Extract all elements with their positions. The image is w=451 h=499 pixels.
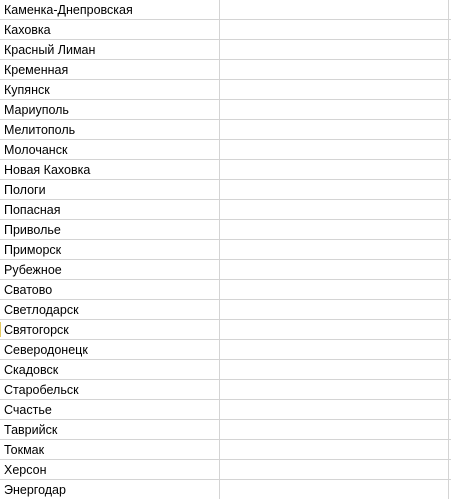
cell-empty[interactable] (220, 260, 449, 279)
cell-city-name[interactable]: Светлодарск (0, 300, 220, 319)
cell-city-name[interactable]: Токмак (0, 440, 220, 459)
cell-city-name[interactable]: Приморск (0, 240, 220, 259)
table-row (0, 20, 451, 40)
cell-city-name[interactable]: Мариуполь (0, 100, 220, 119)
table-row (0, 300, 451, 320)
table-row (0, 420, 451, 440)
cell-empty[interactable] (220, 40, 449, 59)
cell-city-name[interactable]: Таврийск (0, 420, 220, 439)
cell-city-name[interactable]: Молочанск (0, 140, 220, 159)
table-row (0, 0, 451, 20)
table-row (0, 40, 451, 60)
cell-empty[interactable] (220, 160, 449, 179)
cell-empty[interactable] (220, 20, 449, 39)
cell-empty[interactable] (220, 320, 449, 339)
table-row (0, 180, 451, 200)
cell-city-name[interactable]: Энергодар (0, 480, 220, 499)
table-row (0, 440, 451, 460)
cell-empty[interactable] (220, 280, 449, 299)
table-row (0, 220, 451, 240)
cell-city-name[interactable]: Рубежное (0, 260, 220, 279)
cell-empty[interactable] (220, 420, 449, 439)
cell-empty[interactable] (220, 180, 449, 199)
table-row (0, 380, 451, 400)
cell-city-name[interactable]: Попасная (0, 200, 220, 219)
table-row (0, 360, 451, 380)
cell-empty[interactable] (220, 100, 449, 119)
cell-city-name[interactable]: Каховка (0, 20, 220, 39)
table-row (0, 120, 451, 140)
cell-city-name[interactable]: Старобельск (0, 380, 220, 399)
cell-empty[interactable] (220, 360, 449, 379)
table-row (0, 400, 451, 420)
cell-empty[interactable] (220, 380, 449, 399)
cell-empty[interactable] (220, 480, 449, 499)
table-row (0, 60, 451, 80)
cell-empty[interactable] (220, 300, 449, 319)
cell-empty[interactable] (220, 0, 449, 19)
cell-empty[interactable] (220, 460, 449, 479)
table-row (0, 80, 451, 100)
cell-city-name[interactable]: Красный Лиман (0, 40, 220, 59)
cell-city-name[interactable]: Каменка-Днепровская (0, 0, 220, 19)
cell-city-name[interactable]: Новая Каховка (0, 160, 220, 179)
table-row (0, 100, 451, 120)
cell-empty[interactable] (220, 400, 449, 419)
table-row (0, 140, 451, 160)
cell-city-name[interactable]: Мелитополь (0, 120, 220, 139)
cell-empty[interactable] (220, 140, 449, 159)
table-row (0, 160, 451, 180)
table-row (0, 340, 451, 360)
cell-city-name[interactable]: Северодонецк (0, 340, 220, 359)
table-row (0, 480, 451, 499)
cell-empty[interactable] (220, 240, 449, 259)
cell-city-name[interactable]: Святогорск (0, 320, 220, 339)
table-row (0, 280, 451, 300)
cell-empty[interactable] (220, 220, 449, 239)
table-row (0, 260, 451, 280)
cell-empty[interactable] (220, 120, 449, 139)
cell-city-name[interactable]: Скадовск (0, 360, 220, 379)
cell-city-name[interactable]: Сватово (0, 280, 220, 299)
cell-city-name[interactable]: Купянск (0, 80, 220, 99)
cell-empty[interactable] (220, 440, 449, 459)
cell-city-name[interactable]: Приволье (0, 220, 220, 239)
cell-city-name[interactable]: Пологи (0, 180, 220, 199)
cell-city-name[interactable]: Херсон (0, 460, 220, 479)
cell-empty[interactable] (220, 60, 449, 79)
cell-empty[interactable] (220, 200, 449, 219)
table-row (0, 460, 451, 480)
table-row (0, 320, 451, 340)
cell-empty[interactable] (220, 80, 449, 99)
table-row (0, 200, 451, 220)
cell-city-name[interactable]: Кременная (0, 60, 220, 79)
table-row (0, 240, 451, 260)
cell-empty[interactable] (220, 340, 449, 359)
cell-city-name[interactable]: Счастье (0, 400, 220, 419)
